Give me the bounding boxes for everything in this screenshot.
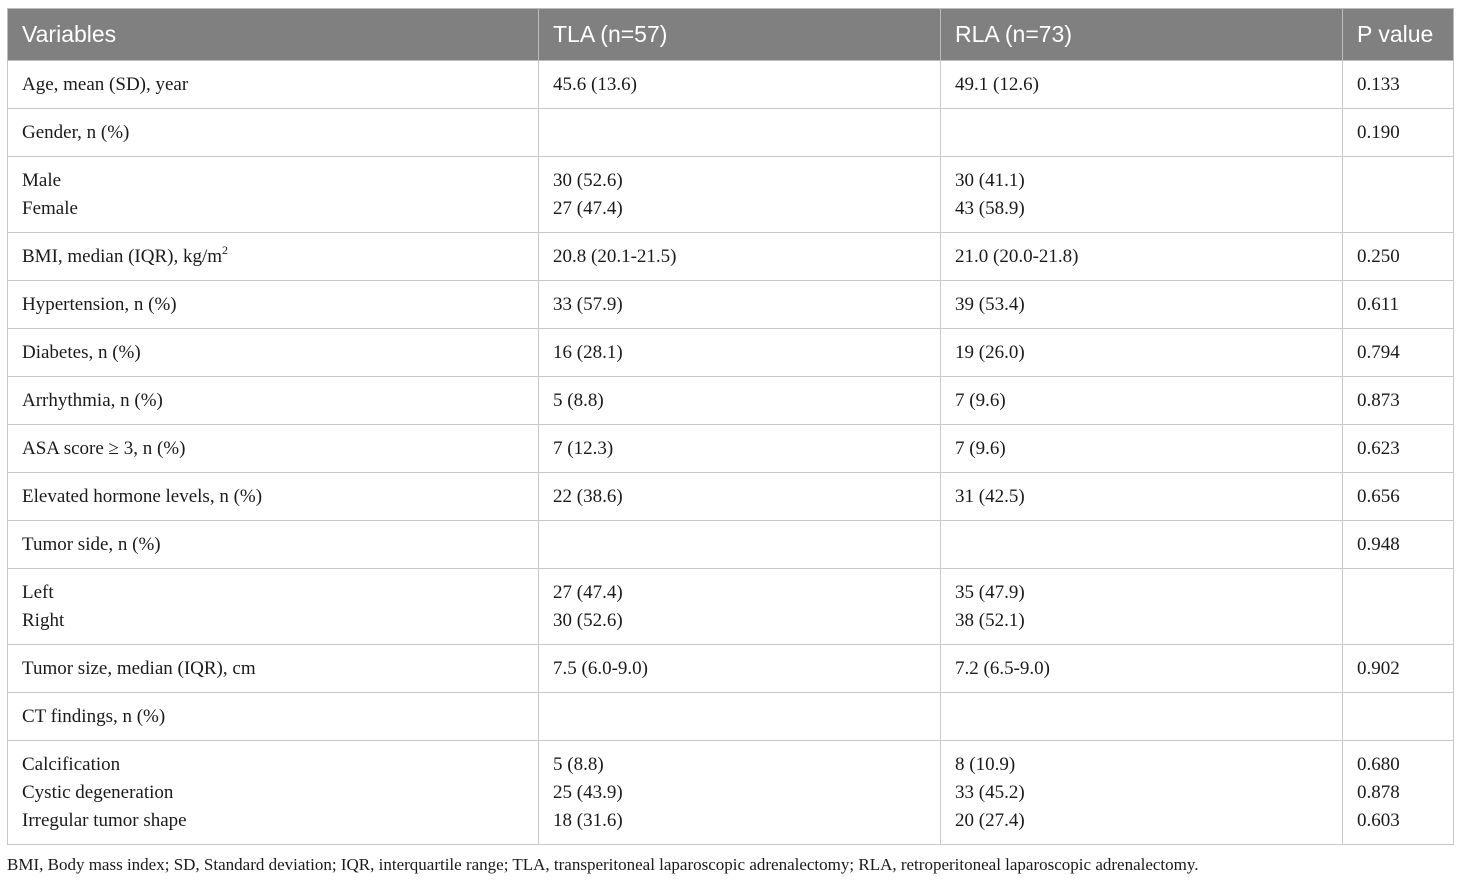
variable-cell xyxy=(8,521,539,569)
cell-line: Cystic degeneration xyxy=(22,781,174,803)
cell-line: 5 (8.8) xyxy=(553,389,604,411)
cell-line: Tumor side, n (%) xyxy=(22,533,161,555)
header-p-value: P value xyxy=(1343,9,1454,61)
variable-cell xyxy=(8,473,539,521)
table-row xyxy=(8,61,1454,109)
cell-line: 0.902 xyxy=(1357,657,1400,679)
p-value-cell xyxy=(1343,569,1454,645)
p-value-cell xyxy=(1343,329,1454,377)
rla-cell xyxy=(941,473,1343,521)
cell-line: 45.6 (13.6) xyxy=(553,73,637,95)
header-tla: TLA (n=57) xyxy=(539,9,941,61)
variable-cell xyxy=(8,377,539,425)
cell-line: 0.250 xyxy=(1357,245,1400,267)
tla-cell xyxy=(539,281,941,329)
rla-cell xyxy=(941,61,1343,109)
cell-line: 0.190 xyxy=(1357,121,1400,143)
tla-cell xyxy=(539,61,941,109)
cell-line: 33 (57.9) xyxy=(553,293,623,315)
cell-line: Age, mean (SD), year xyxy=(22,73,189,95)
unit-superscript: 2 xyxy=(222,242,229,257)
p-value-cell xyxy=(1343,521,1454,569)
cell-line: Right xyxy=(22,609,65,631)
p-value-cell xyxy=(1343,61,1454,109)
cell-line: 31 (42.5) xyxy=(955,485,1025,507)
variable-cell xyxy=(8,425,539,473)
rla-cell xyxy=(941,109,1343,157)
table-row xyxy=(8,329,1454,377)
tla-cell xyxy=(539,377,941,425)
rla-cell xyxy=(941,645,1343,693)
p-value-cell xyxy=(1343,645,1454,693)
cell-line: 0.878 xyxy=(1357,781,1400,803)
cell-line: 43 (58.9) xyxy=(955,197,1025,219)
cell-line: Arrhythmia, n (%) xyxy=(22,389,163,411)
variable-cell xyxy=(8,157,539,233)
variable-cell xyxy=(8,645,539,693)
cell-line: 16 (28.1) xyxy=(553,341,623,363)
cell-line: 7 (9.6) xyxy=(955,389,1006,411)
baseline-characteristics-table xyxy=(7,8,1454,845)
cell-line: Left xyxy=(22,581,54,603)
table-row xyxy=(8,157,1454,233)
cell-line: Hypertension, n (%) xyxy=(22,293,177,315)
cell-line: 0.133 xyxy=(1357,73,1400,95)
rla-cell xyxy=(941,233,1343,281)
cell-line: Diabetes, n (%) xyxy=(22,341,141,363)
cell-line: 8 (10.9) xyxy=(955,753,1016,775)
table-row xyxy=(8,521,1454,569)
table-row xyxy=(8,233,1454,281)
cell-line: 30 (41.1) xyxy=(955,169,1025,191)
cell-line: 30 (52.6) xyxy=(553,169,623,191)
rla-cell xyxy=(941,521,1343,569)
variable-cell xyxy=(8,693,539,741)
cell-line: 0.794 xyxy=(1357,341,1400,363)
rla-cell xyxy=(941,329,1343,377)
cell-line: Calcification xyxy=(22,753,121,775)
table-header xyxy=(8,9,1454,61)
rla-cell xyxy=(941,693,1343,741)
p-value-cell xyxy=(1343,741,1454,845)
tla-cell xyxy=(539,157,941,233)
cell-line: 0.680 xyxy=(1357,753,1400,775)
cell-line: CT findings, n (%) xyxy=(22,705,166,727)
p-value-cell xyxy=(1343,233,1454,281)
cell-line: 5 (8.8) xyxy=(553,753,604,775)
cell-line: 18 (31.6) xyxy=(553,809,623,831)
variable-cell xyxy=(8,61,539,109)
tla-cell xyxy=(539,233,941,281)
p-value-cell xyxy=(1343,377,1454,425)
cell-line: 19 (26.0) xyxy=(955,341,1025,363)
table-footnote: BMI, Body mass index; SD, Standard deviation; IQR, interquartile range; TLA, transperitoneal laparoscopic adrenalectomy; RLA, retroperitoneal laparoscopic adrenalectomy. xyxy=(7,855,1199,874)
cell-line: 21.0 (20.0-21.8) xyxy=(955,245,1079,267)
p-value-cell xyxy=(1343,157,1454,233)
cell-line: ASA score ≥ 3, n (%) xyxy=(22,437,186,459)
cell-line: 20.8 (20.1-21.5) xyxy=(553,245,677,267)
rla-cell xyxy=(941,425,1343,473)
tla-cell xyxy=(539,109,941,157)
cell-line: Male xyxy=(22,169,62,191)
table-row xyxy=(8,109,1454,157)
cell-line: 27 (47.4) xyxy=(553,197,623,219)
cell-line: 27 (47.4) xyxy=(553,581,623,603)
cell-line: 0.948 xyxy=(1357,533,1400,555)
cell-line: 33 (45.2) xyxy=(955,781,1025,803)
table-row xyxy=(8,281,1454,329)
p-value-cell xyxy=(1343,425,1454,473)
table-body xyxy=(8,61,1454,845)
cell-line: 7 (12.3) xyxy=(553,437,614,459)
cell-line: 30 (52.6) xyxy=(553,609,623,631)
cell-line: 39 (53.4) xyxy=(955,293,1025,315)
cell-line: Irregular tumor shape xyxy=(22,809,187,831)
cell-line: 0.611 xyxy=(1357,293,1400,315)
rla-cell xyxy=(941,281,1343,329)
variable-cell xyxy=(8,569,539,645)
rla-cell xyxy=(941,741,1343,845)
cell-line: Tumor size, median (IQR), cm xyxy=(22,657,256,679)
variable-cell xyxy=(8,281,539,329)
table-row xyxy=(8,377,1454,425)
cell-line: 7.5 (6.0-9.0) xyxy=(553,657,648,679)
cell-line: 0.656 xyxy=(1357,485,1400,507)
p-value-cell xyxy=(1343,693,1454,741)
rla-cell xyxy=(941,569,1343,645)
cell-line: 0.603 xyxy=(1357,809,1400,831)
cell-line: 49.1 (12.6) xyxy=(955,73,1039,95)
tla-cell xyxy=(539,569,941,645)
tla-cell xyxy=(539,693,941,741)
variable-cell xyxy=(8,329,539,377)
cell-line: 38 (52.1) xyxy=(955,609,1025,631)
cell-line: 0.873 xyxy=(1357,389,1400,411)
tla-cell xyxy=(539,329,941,377)
baseline-characteristics-table-container xyxy=(7,8,1453,845)
p-value-cell xyxy=(1343,281,1454,329)
cell-line: Elevated hormone levels, n (%) xyxy=(22,485,263,507)
tla-cell xyxy=(539,425,941,473)
table-row xyxy=(8,741,1454,845)
cell-line: BMI, median (IQR), kg/m xyxy=(22,245,223,267)
table-row xyxy=(8,693,1454,741)
rla-cell xyxy=(941,157,1343,233)
table-row xyxy=(8,645,1454,693)
tla-cell xyxy=(539,473,941,521)
cell-line: 7 (9.6) xyxy=(955,437,1006,459)
header-variables: Variables xyxy=(8,9,539,61)
header-row xyxy=(8,9,1454,61)
cell-line: 20 (27.4) xyxy=(955,809,1025,831)
header-rla: RLA (n=73) xyxy=(941,9,1343,61)
cell-line: 7.2 (6.5-9.0) xyxy=(955,657,1050,679)
table-row xyxy=(8,569,1454,645)
p-value-cell xyxy=(1343,473,1454,521)
cell-line: 0.623 xyxy=(1357,437,1400,459)
variable-cell xyxy=(8,233,539,281)
cell-line: Gender, n (%) xyxy=(22,121,130,143)
table-row xyxy=(8,473,1454,521)
cell-line: 35 (47.9) xyxy=(955,581,1025,603)
cell-line: 22 (38.6) xyxy=(553,485,623,507)
tla-cell xyxy=(539,741,941,845)
table-row xyxy=(8,425,1454,473)
cell-line: 25 (43.9) xyxy=(553,781,623,803)
variable-cell xyxy=(8,741,539,845)
rla-cell xyxy=(941,377,1343,425)
p-value-cell xyxy=(1343,109,1454,157)
cell-line: Female xyxy=(22,197,78,219)
variable-cell xyxy=(8,109,539,157)
tla-cell xyxy=(539,521,941,569)
tla-cell xyxy=(539,645,941,693)
